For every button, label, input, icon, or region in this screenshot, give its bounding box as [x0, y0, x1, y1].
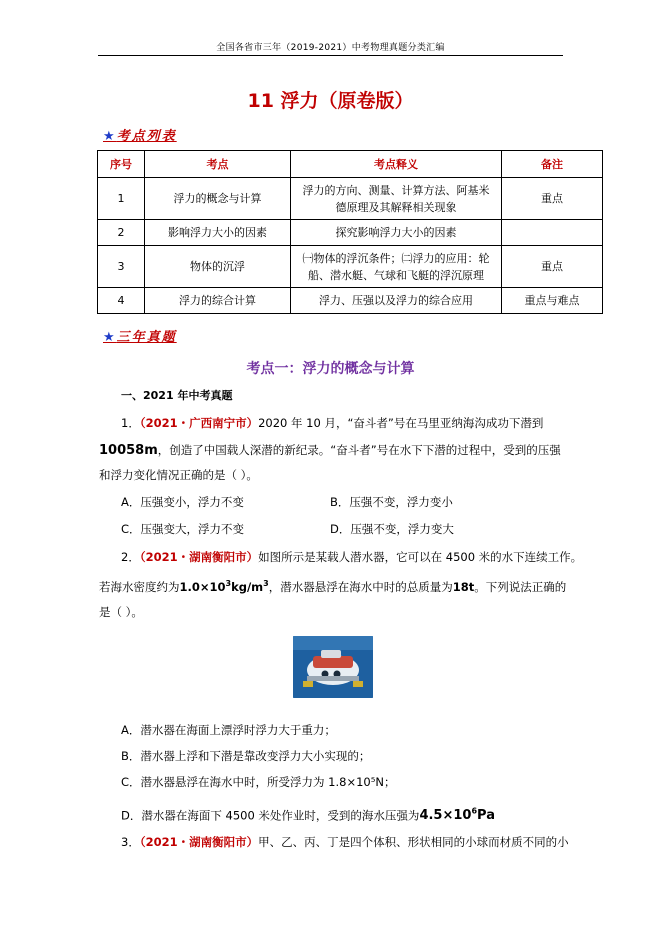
section-kaodian-heading: ★考点列表: [103, 129, 177, 144]
row-note: 重点与难点: [502, 288, 603, 314]
table-row: [98, 246, 603, 288]
q1-depth: 10058m: [99, 443, 158, 458]
q2-mass: 18t: [452, 579, 475, 594]
q3-line-1: 3．（2021・湖南衡阳市）甲、乙、丙、丁是四个体积、形状相同的小球而材质不同的小: [121, 835, 569, 849]
table-header-row: [98, 151, 603, 178]
q1-line-3: 和浮力变化情况正确的是（ ）。: [99, 468, 258, 482]
row-desc: 浮力的方向、测量、计算方法、阿基米 德原理及其解释相关现象: [291, 178, 502, 220]
q1-source: （2021・广西南宁市）: [139, 416, 259, 430]
q2-option-a: A．潜水器在海面上漂浮时浮力大于重力；: [121, 723, 336, 737]
star-icon: ★: [103, 129, 117, 144]
table-row: [98, 220, 603, 246]
table-header-cell: 备注: [502, 151, 603, 178]
page-header: 全国各省市三年（2019-2021）中考物理真题分类汇编: [216, 43, 445, 53]
q1-option-c: C．压强变大，浮力不变: [121, 522, 245, 536]
table-row: [98, 178, 603, 220]
part-heading-2021: 一、2021 年中考真题: [121, 389, 233, 402]
star-icon: ★: [103, 330, 117, 345]
submersible-photo: [293, 636, 373, 698]
row-topic: 浮力的综合计算: [145, 288, 291, 314]
table-row: [98, 288, 603, 314]
row-number: 1: [98, 178, 145, 220]
page-title: 11 浮力（原卷版）: [247, 90, 414, 112]
q1-option-a: A．压强变小，浮力不变: [121, 495, 244, 509]
row-desc: 浮力、压强以及浮力的综合应用: [291, 288, 502, 314]
row-topic: 影响浮力大小的因素: [145, 220, 291, 246]
q2-density: $1.0\times 10^3kg/m^3$: [179, 579, 269, 594]
q1-line-2: 10058m，创造了中国载人深潜的新纪录。“奋斗者”号在水下下潜的过程中，受到的压强: [99, 443, 561, 458]
row-desc: ㈠物体的浮沉条件；㈡浮力的应用：轮 船、潜水艇、气球和飞艇的浮沉原理: [291, 246, 502, 288]
q1-line-1: 1．（2021・广西南宁市）2020 年 10 月，“奋斗者”号在马里亚纳海沟成功下潜到: [121, 416, 544, 430]
row-note: [502, 220, 603, 246]
table-header-cell: 考点释义: [291, 151, 502, 178]
q2-option-d: D．潜水器在海面下 4500 米处作业时，受到的海水压强为$4.5\times 10^6Pa$: [121, 807, 495, 824]
table-header-cell: 序号: [98, 151, 145, 178]
q1-option-d: D．压强不变，浮力变大: [330, 522, 454, 536]
row-note: 重点: [502, 178, 603, 220]
table-header-cell: 考点: [145, 151, 291, 178]
q3-source: （2021・湖南衡阳市）: [139, 835, 259, 849]
q2-pressure: $4.5\times 10^6Pa$: [419, 807, 495, 824]
submersible-illustration: [293, 636, 373, 698]
q1-option-b: B．压强不变，浮力变小: [330, 495, 453, 509]
q2-option-b: B．潜水器上浮和下潜是靠改变浮力大小实现的；: [121, 749, 371, 763]
q2-source: （2021・湖南衡阳市）: [139, 550, 259, 564]
section-zhenti-heading: ★三年真题: [103, 330, 177, 345]
kaodian-subtitle: 考点一：浮力的概念与计算: [246, 361, 415, 377]
row-desc: 探究影响浮力大小的因素: [291, 220, 502, 246]
row-number: 3: [98, 246, 145, 288]
row-number: 4: [98, 288, 145, 314]
header-rule: [98, 55, 563, 56]
q2-line-1: 2．（2021・湖南衡阳市）如图所示是某载人潜水器，它可以在 4500 米的水下连续工作。: [121, 550, 583, 564]
q2-option-c: C．潜水器悬浮在海水中时，所受浮力为 1.8×10⁵N；: [121, 775, 396, 789]
kaodian-table: [97, 150, 603, 314]
row-topic: 浮力的概念与计算: [145, 178, 291, 220]
q2-line-2: 若海水密度约为$1.0\times 10^3kg/m^3$，潜水器悬浮在海水中时的总质量为18t。下列说法正确的: [99, 579, 567, 594]
row-topic: 物体的沉浮: [145, 246, 291, 288]
row-number: 2: [98, 220, 145, 246]
q2-line-3: 是（ ）。: [99, 605, 143, 619]
row-note: 重点: [502, 246, 603, 288]
